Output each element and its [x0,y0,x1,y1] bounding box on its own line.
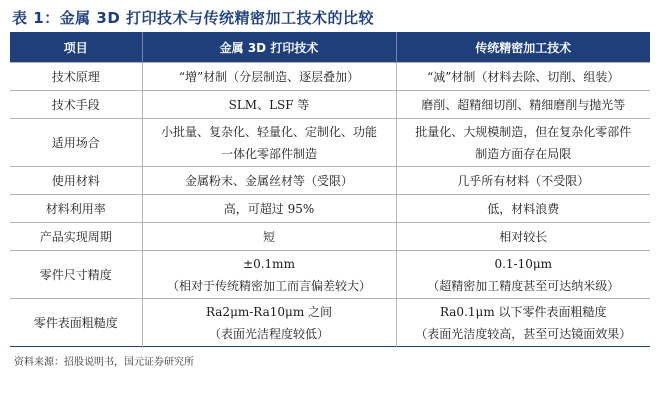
row-label: 零件表面粗糙度 [10,299,142,347]
cell-traditional-machining [396,91,650,119]
cell-text-line: 短 [262,229,275,244]
row-label: 产品实现周期 [10,223,142,251]
header-item: 项目 [10,33,142,63]
cell-text-line: （相对于传统精密加工而言偏差较大） [166,278,371,293]
cell-text-line: “增”材制（分层制造、逐层叠加） [178,69,360,84]
table-title: 表 1：金属 3D 打印技术与传统精密加工技术的比较 [12,9,374,27]
comparison-table [10,32,650,347]
header-metal-3d-printing: 金属 3D 打印技术 [142,33,396,63]
row-label: 材料利用率 [10,195,142,223]
cell-text-line: ±0.1mm [243,256,295,271]
cell-text-line: “减”材制（材料去除、切削、组装） [427,69,620,84]
header-traditional-machining: 传统精密加工技术 [396,33,650,63]
cell-text-line: （超精密加工精度甚至可达纳米级） [427,278,620,293]
row-label: 适用场合 [10,119,142,167]
cell-metal-3d-printing [142,63,396,91]
cell-text-line: 低，材料浪费 [487,201,560,216]
cell-text-line: 批量化、大规模制造，但在复杂化零部件 [415,124,632,139]
cell-metal-3d-printing [142,251,396,299]
cell-traditional-machining [396,299,650,347]
cell-text-line: （表面光洁程度较低） [208,326,329,341]
row-label: 技术原理 [10,63,142,91]
source-note: 资料来源：招股说明书，国元证券研究所 [14,357,194,368]
cell-text-line: 相对较长 [499,229,548,244]
cell-text-line: 金属粉末、金属丝材等（受限） [184,173,353,188]
table-row [10,167,650,195]
cell-metal-3d-printing [142,223,396,251]
cell-text-line: 磨削、超精细切削、精细磨削与抛光等 [421,97,626,112]
cell-text-line: 几乎所有材料（不受限） [457,173,590,188]
table-header-row [10,33,650,63]
cell-text-line: 制造方面存在局限 [475,146,572,161]
cell-traditional-machining [396,167,650,195]
cell-traditional-machining [396,223,650,251]
cell-text-line: Ra0.1μm 以下零件表面粗糙度 [439,304,607,319]
cell-text-line: （表面光洁度较高，甚至可达镜面效果） [415,326,632,341]
table-row [10,251,650,299]
row-label: 零件尺寸精度 [10,251,142,299]
cell-text-line: 高，可超过 95% [223,201,315,216]
cell-text-line: 0.1-10μm [494,256,553,271]
cell-metal-3d-printing [142,299,396,347]
table-row [10,63,650,91]
cell-text-line: SLM、LSF 等 [228,97,310,112]
cell-text-line: 一体化零部件制造 [220,146,317,161]
table-row [10,299,650,347]
table-row [10,223,650,251]
cell-metal-3d-printing [142,91,396,119]
row-label: 技术手段 [10,91,142,119]
cell-traditional-machining [396,119,650,167]
cell-metal-3d-printing [142,195,396,223]
cell-text-line: Ra2μm-Ra10μm 之间 [205,304,333,319]
table-row [10,119,650,167]
row-label: 使用材料 [10,167,142,195]
cell-traditional-machining [396,195,650,223]
table-row [10,195,650,223]
cell-traditional-machining [396,63,650,91]
cell-metal-3d-printing [142,119,396,167]
cell-metal-3d-printing [142,167,396,195]
table-row [10,91,650,119]
cell-text-line: 小批量、复杂化、轻量化、定制化、功能 [160,124,377,139]
cell-traditional-machining [396,251,650,299]
